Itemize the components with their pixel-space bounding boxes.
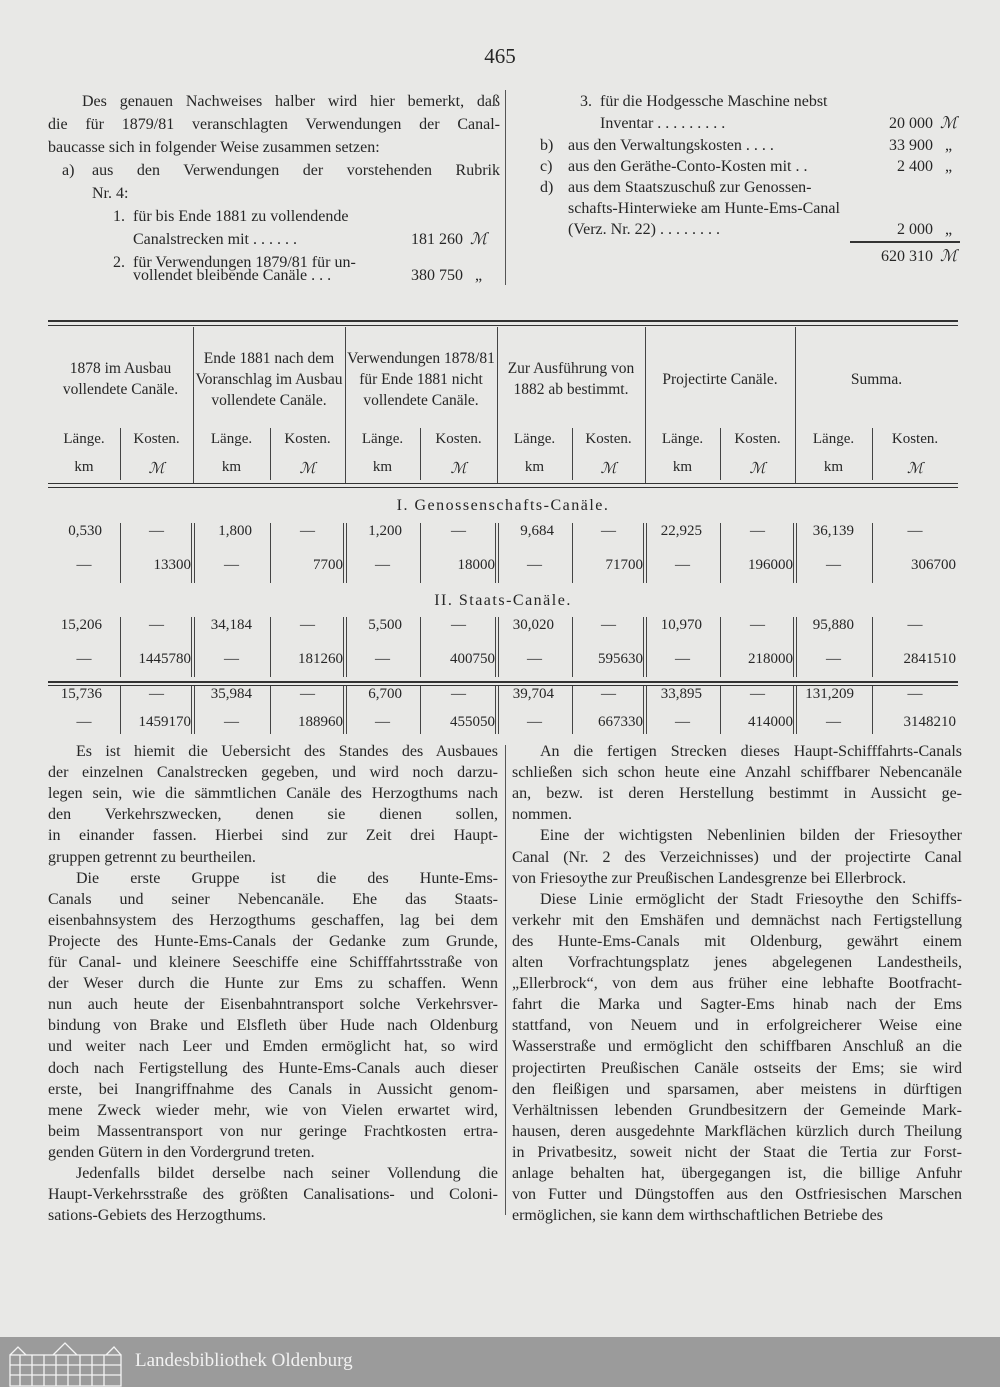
table-cell: 9,684	[520, 523, 554, 539]
table-cell: 3148210	[903, 714, 956, 730]
paragraph-line: Diese Linie ermöglicht der Stadt Friesoythe den Schiffs-	[540, 890, 962, 908]
currency-mark: ℳ	[940, 248, 958, 265]
item-text: aus den Verwaltungskosten . . . .	[568, 137, 774, 154]
paragraph-line: beim Massentransport von nur geringe Frachtkosten ertra-	[48, 1122, 498, 1140]
laenge-header: Länge.	[361, 431, 404, 447]
kosten-header: Kosten.	[133, 431, 180, 447]
table-cell: 131,209	[805, 686, 854, 702]
table-cell: 6,700	[368, 686, 402, 702]
empty-cell: —	[149, 617, 164, 633]
paragraph-line: Es ist hiemit die Uebersicht des Standes des Ausbaues	[76, 743, 498, 760]
table-cell: 10,970	[660, 617, 702, 633]
table-column-divider	[872, 428, 873, 480]
empty-cell: —	[907, 523, 923, 539]
paragraph-line: bindung von Brake und Elsfleth über Hude nach Oldenburg	[48, 1017, 498, 1035]
empty-cell: —	[224, 651, 239, 667]
table-cell: 2841510	[903, 651, 956, 667]
paragraph-line: nun auch heute der Eisenbahntransport solche Verkehrsver-	[48, 996, 498, 1014]
unit-km-header: km	[823, 459, 844, 475]
item-amount: 2 400	[897, 158, 933, 175]
item-amount: 380 750	[411, 267, 463, 284]
library-building-logo-icon	[8, 1341, 123, 1387]
empty-cell: —	[224, 714, 239, 730]
paragraph-line: der einzelnen Canalstrecken gegeben, und wird noch darzu-	[48, 764, 498, 782]
paragraph-line: projectirten Preußischen Canäle ostseits der Ems; sie wird	[512, 1059, 962, 1077]
item-text: Nr. 4:	[92, 185, 129, 202]
ditto-mark: „	[475, 267, 483, 284]
empty-cell: —	[149, 686, 164, 702]
empty-cell: —	[675, 557, 690, 573]
empty-cell: —	[826, 557, 841, 573]
table-cell: 181260	[298, 651, 343, 667]
ditto-mark: „	[945, 158, 953, 175]
paragraph-line: nommen.	[512, 806, 572, 824]
group-header: Zur Ausführung von 1882 ab bestimmt.	[507, 360, 635, 398]
paragraph-line: in Privatbesitz, soweit nicht der Staat die Tertia zur Forst-	[512, 1143, 962, 1161]
paragraph-line: genden Gütern in den Vordergrund treten.	[48, 1143, 315, 1161]
table-column-divider	[193, 327, 194, 483]
total-amount: 620 310	[881, 248, 933, 265]
empty-cell: —	[601, 686, 616, 702]
group-header: 1878 im Ausbau vollendete Canäle.	[62, 360, 179, 398]
empty-cell: —	[750, 686, 765, 702]
item-label: c)	[540, 158, 553, 175]
paragraph-line: an, bezw. ist deren Herstellung bestimmt in Aussicht ge-	[512, 785, 962, 803]
empty-cell: —	[149, 523, 164, 539]
group-header: Projectirte Canäle.	[662, 370, 778, 388]
paragraph-line: schließen sich schon heute eine Anzahl schiffbarer Nebencanäle	[512, 764, 962, 782]
table-column-divider	[345, 327, 346, 483]
item-text: (Verz. Nr. 22) . . . . . . . .	[568, 221, 720, 238]
item-text: aus den Geräthe-Conto-Kosten mit . .	[568, 158, 808, 175]
item-text: Canalstrecken mit . . . . . .	[133, 231, 297, 248]
table-cell: 1459170	[138, 714, 191, 730]
paragraph-line: erste, bei Inangriffnahme des Canals in Aussicht genom-	[48, 1080, 498, 1098]
table-cell: 34,184	[210, 617, 252, 633]
item-text: für bis Ende 1881 zu vollendende	[133, 208, 349, 225]
column-divider	[505, 745, 506, 1215]
laenge-header: Länge.	[513, 431, 556, 447]
paragraph-line: in einander fassen. Hierbei sind zur Zeit drei Haupt-	[48, 827, 498, 845]
table-cell: 33,895	[660, 686, 702, 702]
table-cell: 7700	[313, 557, 343, 573]
empty-cell: —	[826, 714, 841, 730]
table-cell: 35,984	[210, 686, 252, 702]
table-cell: 455050	[450, 714, 495, 730]
item-text: schafts-Hinterwieke am Hunte-Ems-Canal	[568, 200, 840, 217]
table-column-divider	[120, 428, 121, 480]
library-footer-bar	[0, 1337, 1000, 1387]
paragraph-line: den Verkehrszwecken, denen sie dienen sollen,	[48, 806, 498, 824]
paragraph-line: für Canal- und kleinere Seeschiffe eine Schifffahrtsstraße von	[48, 954, 498, 971]
paragraph-line: von Friesoythe zur Preußischen Landesgrenze bei Ellerbrock.	[512, 869, 907, 887]
unit-km-header: km	[524, 459, 545, 475]
paragraph-line: alten Vorfrachtungsplatz jenes abgelegenen Landestheils,	[512, 954, 962, 971]
paragraph-line: stattfand, von Neuem und in erfolgreicherer Weise eine	[512, 1017, 962, 1035]
item-text: Inventar . . . . . . . . .	[600, 115, 726, 132]
paragraph-line: Die erste Gruppe ist die des Hunte-Ems-	[76, 869, 498, 887]
paragraph-line: und weiter nach Leer und Emden ermöglicht hat, so wird	[48, 1038, 498, 1056]
kosten-header: Kosten.	[435, 431, 482, 447]
empty-cell: —	[300, 523, 315, 539]
empty-cell: —	[300, 617, 315, 633]
currency-mark: ℳ	[940, 115, 958, 132]
ditto-mark: „	[945, 221, 953, 238]
unit-mark-header: ℳ	[148, 461, 165, 477]
table-cell: 188960	[298, 714, 343, 730]
column-divider	[505, 90, 506, 285]
item-text: für Verwendungen 1879/81 für un-	[133, 254, 356, 271]
empty-cell: —	[601, 523, 616, 539]
paragraph-line: „Ellerbrock“, von dem aus früher eine lebhafte Bootfracht-	[512, 975, 962, 993]
paragraph-line: ermöglichen, sie kann dem wirthschaftlichen Betriebe des	[512, 1207, 883, 1225]
paragraph-line: von Futter und Düngstoffen aus den Ostfriesischen Marschen	[512, 1186, 962, 1204]
empty-cell: —	[826, 651, 841, 667]
item-number: 3.	[580, 93, 592, 110]
kosten-header: Kosten.	[585, 431, 632, 447]
paragraph-line: anlage behalten hat, übergegangen ist, die billige Anfuhr	[512, 1165, 962, 1182]
item-amount: 2 000	[897, 221, 933, 238]
unit-mark-header: ℳ	[450, 461, 467, 477]
table-cell: 30,020	[512, 617, 554, 633]
table-cell: 306700	[911, 557, 956, 573]
table-column-divider	[270, 428, 271, 480]
empty-cell: —	[451, 523, 466, 539]
item-label: d)	[540, 179, 554, 196]
table-column-divider	[420, 428, 421, 480]
empty-cell: —	[750, 617, 765, 633]
empty-cell: —	[601, 617, 616, 633]
table-cell: 1,200	[368, 523, 402, 539]
intro-line: baucasse sich in folgender Weise zusammen setzen:	[48, 139, 380, 156]
paragraph-line: Verhältnissen lebenden Grundbesitzern der Gemeinde Mark-	[512, 1101, 962, 1119]
item-amount: 181 260	[411, 231, 463, 248]
unit-km-header: km	[372, 459, 393, 475]
sum-rule	[850, 241, 960, 243]
library-name: Landesbibliothek Oldenburg	[135, 1350, 353, 1371]
paragraph-line: Wasserstraße und ermöglicht den schiffbaren Anschluß an die	[512, 1038, 962, 1056]
table-column-divider	[497, 327, 498, 483]
paragraph-line: doch nach Fertigstellung des Hunte-Ems-Canals auch dieser	[48, 1059, 498, 1077]
table-cell: 667330	[598, 714, 643, 730]
paragraph-line: gruppen getrennt zu beurtheilen.	[48, 848, 256, 866]
table-cell: 0,530	[68, 523, 102, 539]
empty-cell: —	[451, 686, 466, 702]
table-cell: 218000	[748, 651, 793, 667]
paragraph-line: des Hunte-Ems-Canals mit Oldenburg, gewährt einem	[512, 932, 962, 950]
table-top-rule	[48, 325, 958, 326]
item-text: für die Hodgessche Maschine nebst	[600, 93, 828, 110]
paragraph-line: Projecte des Hunte-Ems-Canals der Gedanke zum Grunde,	[48, 932, 498, 950]
header-rule	[48, 483, 958, 484]
table-column-divider	[720, 428, 721, 480]
unit-mark-header: ℳ	[906, 461, 924, 477]
paragraph-line: hausen, deren ausgedehnte Markflächen kürzlich durch Theilung	[512, 1122, 962, 1140]
empty-cell: —	[527, 714, 542, 730]
empty-cell: —	[527, 557, 542, 573]
table-column-divider	[572, 428, 573, 480]
empty-cell: —	[375, 651, 390, 667]
kosten-header: Kosten.	[891, 431, 939, 447]
table-cell: 22,925	[660, 523, 702, 539]
paragraph-line: verkehr mit den Emshäfen und demnächst nach Fertigstellung	[512, 911, 962, 929]
ditto-mark: „	[945, 137, 953, 154]
table-top-rule	[48, 320, 958, 322]
table-cell: 1445780	[138, 651, 191, 667]
intro-line: die für 1879/81 veranschlagten Verwendungen der Canal-	[48, 116, 500, 133]
empty-cell: —	[675, 651, 690, 667]
table-cell: 36,139	[812, 523, 854, 539]
unit-km-header: km	[221, 459, 242, 475]
item-text: aus dem Staatszuschuß zur Genossen-	[568, 179, 812, 196]
paragraph-line: Jedenfalls bildet derselbe nach seiner Vollendung die	[76, 1165, 498, 1182]
currency-mark: ℳ	[470, 231, 488, 248]
empty-cell: —	[527, 651, 542, 667]
empty-cell: —	[375, 557, 390, 573]
page-number: 465	[484, 44, 516, 68]
table-cell: 595630	[598, 651, 643, 667]
paragraph-line: fahrt die Marka und Sagter-Ems hinab nach der Ems	[512, 996, 962, 1014]
empty-cell: —	[76, 651, 92, 667]
item-label: a)	[62, 162, 75, 179]
laenge-header: Länge.	[812, 431, 855, 447]
kosten-header: Kosten.	[734, 431, 781, 447]
table-column-divider	[795, 327, 796, 483]
laenge-header: Länge.	[661, 431, 704, 447]
paragraph-line: An die fertigen Strecken dieses Haupt-Schifffahrts-Canals	[540, 743, 962, 760]
paragraph-line: legen sein, wie die sämmtlichen Canäle des Herzogthums nach	[48, 785, 498, 803]
totals-rule	[48, 681, 958, 683]
empty-cell: —	[750, 523, 765, 539]
item-number: 1.	[113, 208, 125, 225]
group-header: Verwendungen 1878/81 für Ende 1881 nicht vollendete Canäle.	[347, 349, 495, 409]
paragraph-line: den fleißigen und sparsamen, aber meistens in dürftigen	[512, 1080, 962, 1098]
empty-cell: —	[907, 686, 923, 702]
paragraph-line: Canal (Nr. 2 des Verzeichnisses) und der projectirte Canal	[512, 848, 962, 866]
paragraph-line: mene Zweck wieder mehr, wie von Vielen erwartet wird,	[48, 1101, 498, 1119]
table-cell: 196000	[748, 557, 793, 573]
item-amount: 33 900	[889, 137, 933, 154]
table-cell: 15,736	[60, 686, 102, 702]
empty-cell: —	[375, 714, 390, 730]
laenge-header: Länge.	[63, 431, 105, 447]
unit-mark-header: ℳ	[299, 461, 316, 477]
table-cell: 1,800	[218, 523, 252, 539]
item-label: b)	[540, 137, 554, 154]
table-cell: 400750	[450, 651, 495, 667]
section-title: II. Staats-Canäle.	[434, 592, 572, 609]
paragraph-line: eisenbahnsystem des Herzogthums geschaffen, lag bei dem	[48, 911, 498, 929]
empty-cell: —	[76, 557, 92, 573]
group-header: Ende 1881 nach dem Voranschlag im Ausbau vollendete Canäle.	[195, 349, 343, 409]
group-header: Summa.	[850, 370, 903, 388]
empty-cell: —	[675, 714, 690, 730]
laenge-header: Länge.	[210, 431, 253, 447]
table-cell: 414000	[748, 714, 793, 730]
unit-km-header: km	[74, 459, 94, 475]
item-text: vollendet bleibende Canäle . . .	[133, 267, 332, 284]
unit-mark-header: ℳ	[749, 461, 766, 477]
item-text: aus den Verwendungen der vorstehenden Rubrik	[92, 162, 500, 179]
item-amount: 20 000	[889, 115, 933, 132]
header-rule	[48, 487, 958, 488]
paragraph-line: sations-Gebiets des Herzogthums.	[48, 1207, 267, 1225]
table-column-divider	[645, 327, 646, 483]
unit-mark-header: ℳ	[600, 461, 617, 477]
empty-cell: —	[451, 617, 466, 633]
paragraph-line: Eine der wichtigsten Nebenlinien bilden der Friesoyther	[540, 827, 962, 845]
section-title: I. Genossenschafts-Canäle.	[396, 497, 610, 514]
table-cell: 71700	[605, 557, 643, 573]
item-number: 2.	[113, 254, 125, 271]
paragraph-line: Canals und seiner Nebencanäle. Ehe das Staats-	[48, 890, 498, 908]
paragraph-line: der Weser durch die Hunte zur Ems zu schaffen. Wenn	[48, 975, 498, 993]
table-cell: 15,206	[60, 617, 102, 633]
kosten-header: Kosten.	[284, 431, 331, 447]
empty-cell: —	[300, 686, 315, 702]
empty-cell: —	[224, 557, 239, 573]
paragraph-line: Haupt-Verkehrsstraße des größten Canalisations- und Coloni-	[48, 1186, 498, 1204]
table-cell: 18000	[457, 557, 495, 573]
table-cell: 5,500	[368, 617, 402, 633]
table-cell: 39,704	[512, 686, 554, 702]
empty-cell: —	[76, 714, 92, 730]
table-cell: 13300	[153, 557, 191, 573]
intro-line: Des genauen Nachweises halber wird hier bemerkt, daß	[82, 93, 500, 110]
table-cell: 95,880	[812, 617, 854, 633]
unit-km-header: km	[672, 459, 693, 475]
empty-cell: —	[907, 617, 923, 633]
